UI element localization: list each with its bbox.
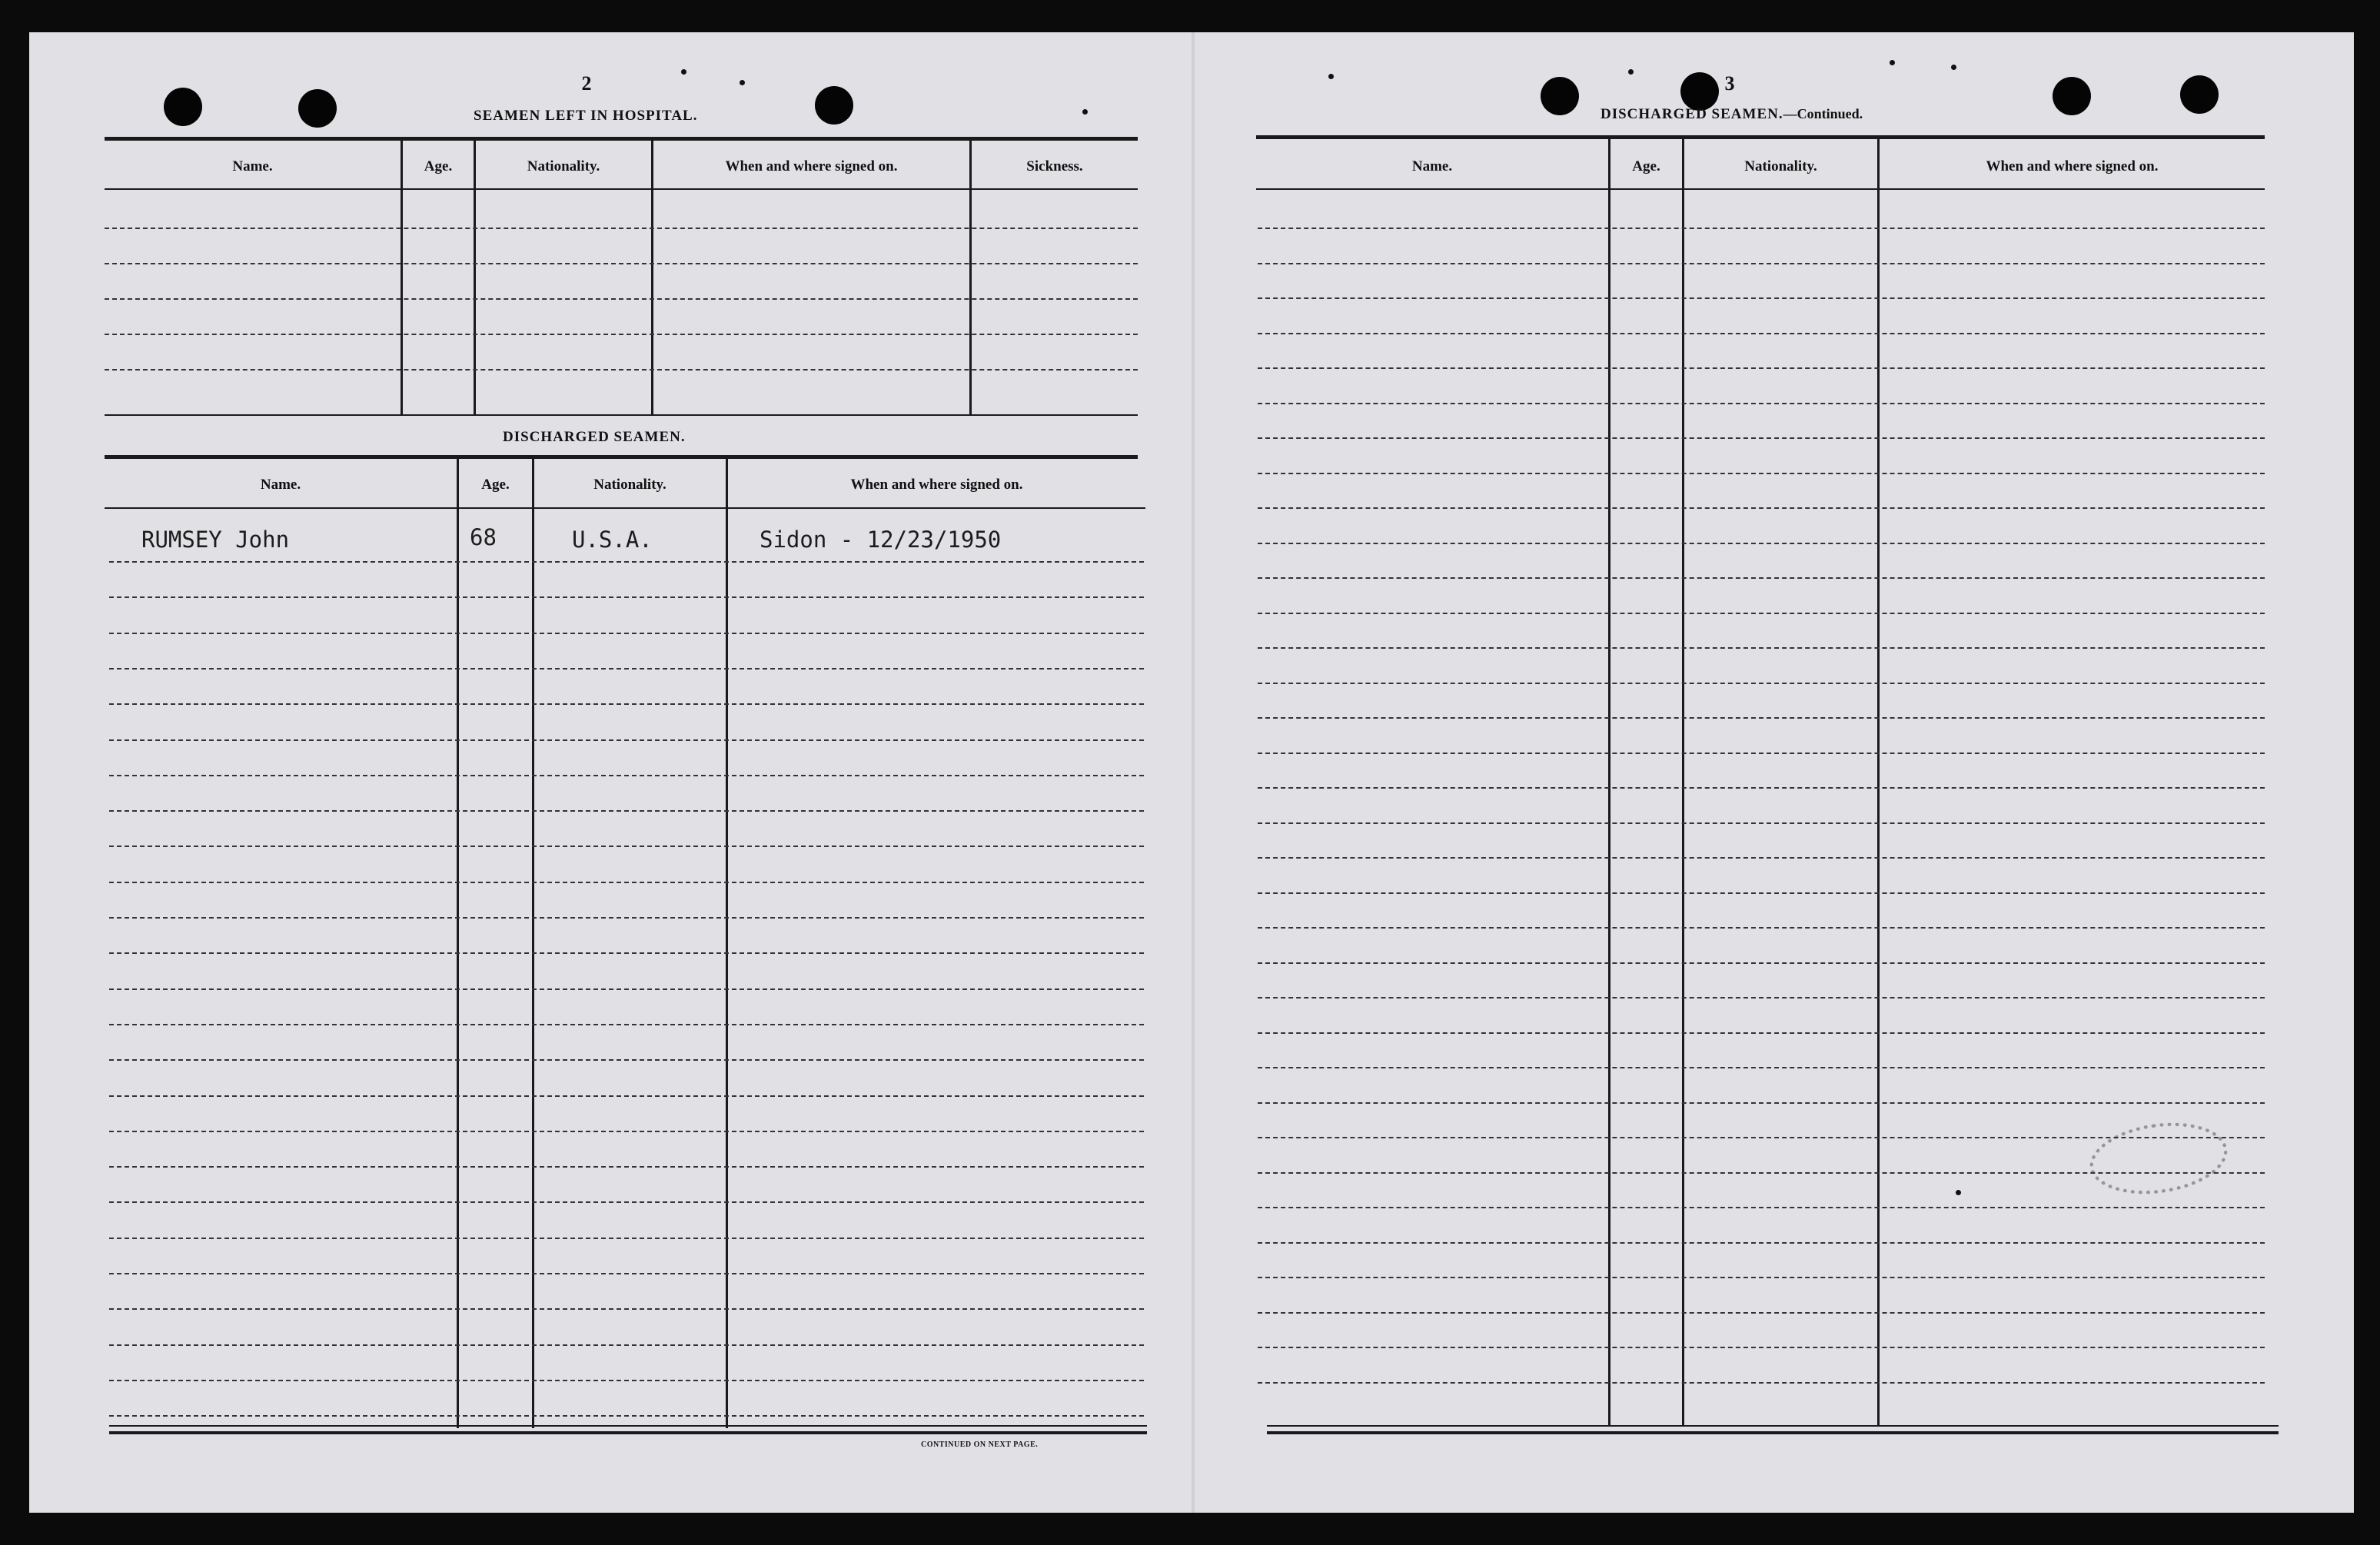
punch-hole xyxy=(1541,77,1579,115)
discharged-table-bottom-rule xyxy=(109,1425,1147,1427)
entry-nationality: U.S.A. xyxy=(572,527,653,553)
blank-entry-line xyxy=(1258,717,2265,719)
blank-entry-line xyxy=(109,1166,1144,1168)
right-header-rule xyxy=(1256,188,2265,190)
blank-entry-line xyxy=(1258,473,2265,474)
ink-speck xyxy=(681,69,686,75)
blank-entry-line xyxy=(1258,1207,2265,1208)
blank-entry-line xyxy=(1258,297,2265,299)
blank-entry-line xyxy=(105,334,1138,335)
blank-entry-line xyxy=(109,703,1144,705)
ink-speck xyxy=(740,80,745,85)
blank-entry-line xyxy=(109,1095,1144,1097)
ink-speck xyxy=(1956,1190,1961,1195)
col-header-nationality: Nationality. xyxy=(527,158,600,174)
continued-note: CONTINUED ON NEXT PAGE. xyxy=(921,1440,1039,1449)
blank-entry-line xyxy=(109,1415,1144,1417)
page-number: 3 xyxy=(1724,72,1735,95)
col-header-signed-on: When and where signed on. xyxy=(725,158,898,174)
col-header-name: Name. xyxy=(1411,158,1453,174)
column-divider xyxy=(1608,138,1610,1427)
punch-hole xyxy=(2053,77,2091,115)
blank-entry-line xyxy=(1258,962,2265,964)
right-table-top-rule xyxy=(1256,135,2265,139)
blank-entry-line xyxy=(1258,437,2265,439)
center-fold xyxy=(1192,32,1195,1513)
blank-entry-line xyxy=(1258,787,2265,789)
blank-entry-line xyxy=(109,810,1144,812)
blank-entry-line xyxy=(1258,1382,2265,1384)
blank-entry-line xyxy=(1258,683,2265,684)
blank-entry-line xyxy=(105,298,1138,300)
blank-entry-line xyxy=(1258,892,2265,894)
blank-entry-line xyxy=(109,1273,1144,1274)
discharged-continued-title xyxy=(1601,106,1863,123)
col-header-age: Age. xyxy=(481,477,510,493)
col-header-signed-on: When and where signed on. xyxy=(850,477,1023,493)
column-divider xyxy=(726,458,728,1428)
column-divider xyxy=(532,458,534,1428)
entry-age: 68 xyxy=(470,524,497,550)
blank-entry-line xyxy=(109,633,1144,634)
blank-entry-line xyxy=(1258,997,2265,998)
entry-signed-on: Sidon - 12/23/1950 xyxy=(760,527,1002,553)
blank-entry-line xyxy=(1258,1102,2265,1104)
blank-entry-line xyxy=(105,228,1138,229)
discharged-section-title: DISCHARGED SEAMEN. xyxy=(503,429,686,445)
blank-entry-line xyxy=(109,988,1144,990)
col-header-signed-on: When and where signed on. xyxy=(1986,158,2159,174)
column-divider xyxy=(1877,138,1880,1427)
column-divider xyxy=(457,458,459,1428)
blank-entry-line xyxy=(1258,1347,2265,1348)
discharged-table-top-rule xyxy=(105,455,1138,459)
blank-entry-line xyxy=(1258,1172,2265,1174)
blank-entry-line xyxy=(105,263,1138,264)
column-divider xyxy=(474,140,476,414)
blank-entry-line xyxy=(1258,1137,2265,1138)
blank-entry-line xyxy=(1258,1067,2265,1068)
col-header-sickness: Sickness. xyxy=(1026,158,1083,174)
hospital-table-top-rule xyxy=(105,137,1138,141)
blank-entry-line xyxy=(1258,1277,2265,1278)
blank-entry-line xyxy=(109,1308,1144,1310)
blank-entry-line xyxy=(1258,1242,2265,1244)
discharged-table-bottom-rule-thick xyxy=(109,1431,1147,1434)
blank-entry-line xyxy=(109,561,1144,563)
col-header-age: Age. xyxy=(1632,158,1660,174)
blank-entry-line xyxy=(109,1059,1144,1061)
blank-entry-line xyxy=(109,668,1144,670)
ink-speck xyxy=(1890,60,1895,65)
blank-entry-line xyxy=(1258,367,2265,369)
page-number: 2 xyxy=(581,72,592,95)
col-header-nationality: Nationality. xyxy=(593,477,666,493)
blank-entry-line xyxy=(1258,333,2265,334)
punch-hole xyxy=(2180,75,2219,114)
blank-entry-line xyxy=(105,369,1138,370)
ink-speck xyxy=(1082,109,1088,115)
blank-entry-line xyxy=(1258,263,2265,264)
discharged-header-rule xyxy=(105,507,1145,509)
punch-hole xyxy=(815,86,853,125)
blank-entry-line xyxy=(109,1131,1144,1132)
blank-entry-line xyxy=(1258,822,2265,824)
hospital-table-bottom-rule xyxy=(105,414,1138,416)
blank-entry-line xyxy=(109,596,1144,598)
hospital-header-rule xyxy=(105,188,1138,190)
blank-entry-line xyxy=(1258,1312,2265,1314)
blank-entry-line xyxy=(109,917,1144,919)
faint-stamp xyxy=(2086,1115,2232,1202)
right-table-bottom-rule-thick xyxy=(1267,1431,2279,1434)
blank-entry-line xyxy=(1258,613,2265,614)
blank-entry-line xyxy=(1258,857,2265,859)
punch-hole xyxy=(164,88,202,126)
blank-entry-line xyxy=(1258,647,2265,649)
blank-entry-line xyxy=(109,952,1144,954)
col-header-name: Name. xyxy=(232,158,273,174)
scanned-manifest-spread xyxy=(29,32,2354,1513)
blank-entry-line xyxy=(109,1344,1144,1346)
ink-speck xyxy=(1628,69,1634,75)
title-continued: —Continued. xyxy=(1783,106,1863,121)
blank-entry-line xyxy=(109,739,1144,741)
blank-entry-line xyxy=(1258,507,2265,509)
col-header-nationality: Nationality. xyxy=(1744,158,1817,174)
column-divider xyxy=(401,140,403,414)
blank-entry-line xyxy=(109,1024,1144,1025)
col-header-age: Age. xyxy=(424,158,453,174)
blank-entry-line xyxy=(109,775,1144,776)
col-header-name: Name. xyxy=(260,477,301,493)
column-divider xyxy=(969,140,972,414)
blank-entry-line xyxy=(1258,228,2265,229)
blank-entry-line xyxy=(109,1238,1144,1239)
blank-entry-line xyxy=(1258,753,2265,754)
column-divider xyxy=(651,140,653,414)
blank-entry-line xyxy=(109,1201,1144,1203)
blank-entry-line xyxy=(1258,577,2265,579)
blank-entry-line xyxy=(1258,1032,2265,1034)
blank-entry-line xyxy=(109,1380,1144,1381)
blank-entry-line xyxy=(1258,543,2265,544)
ink-speck xyxy=(1328,74,1334,79)
blank-entry-line xyxy=(109,846,1144,847)
hospital-section-title: SEAMEN LEFT IN HOSPITAL. xyxy=(474,108,698,124)
ink-speck xyxy=(1951,65,1956,70)
blank-entry-line xyxy=(1258,927,2265,929)
right-table-bottom-rule xyxy=(1267,1425,2279,1427)
blank-entry-line xyxy=(1258,403,2265,404)
blank-entry-line xyxy=(109,882,1144,883)
column-divider xyxy=(1682,138,1684,1427)
title-main: DISCHARGED SEAMEN. xyxy=(1601,106,1783,122)
punch-hole xyxy=(298,89,337,128)
entry-name: RUMSEY John xyxy=(141,527,290,553)
